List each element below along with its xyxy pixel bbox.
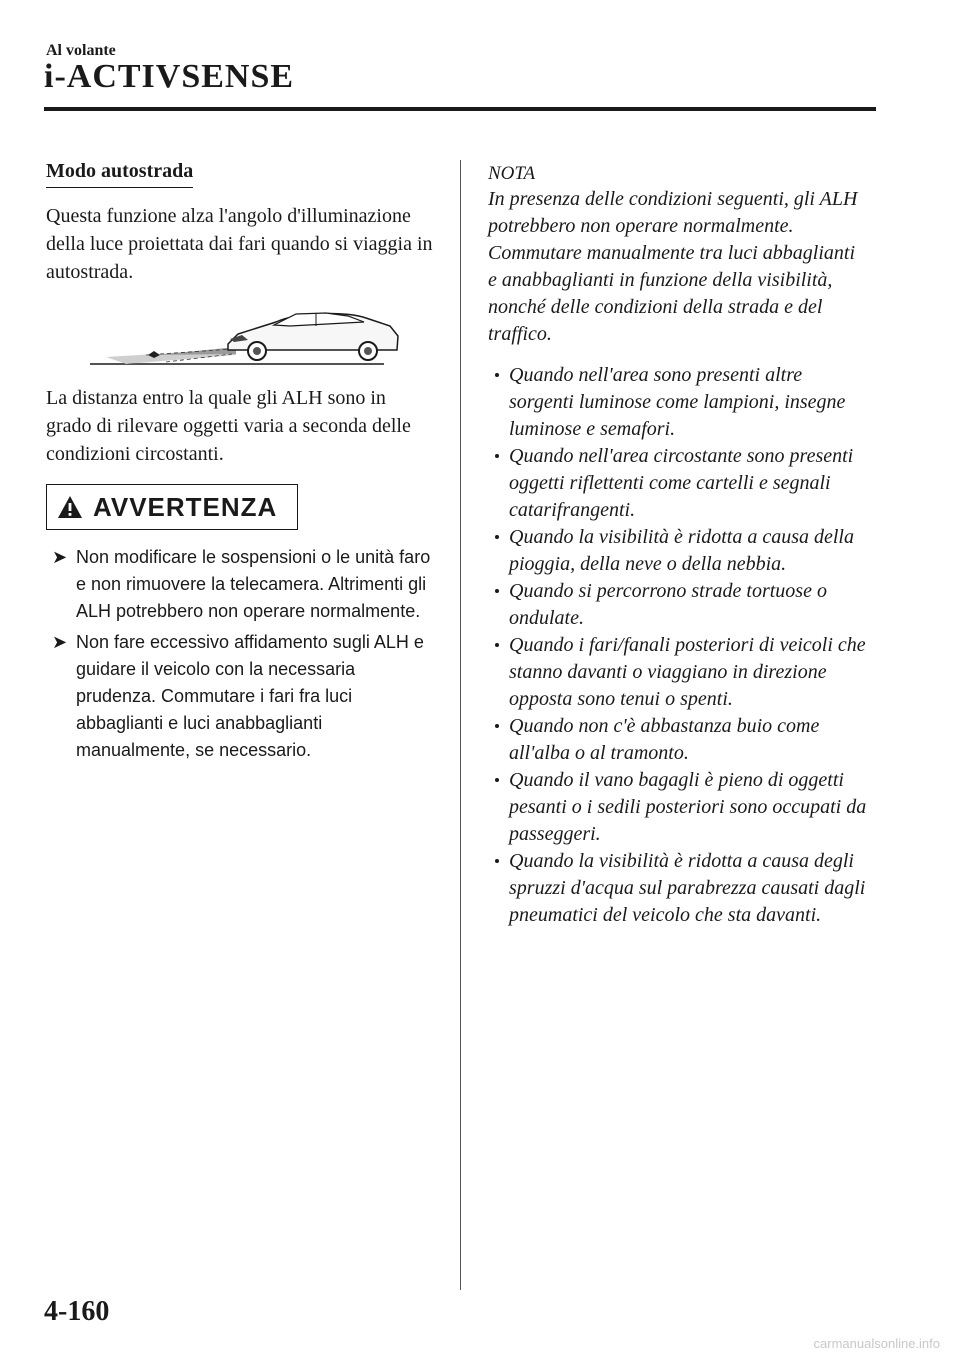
list-item <box>488 713 868 767</box>
nota-title: NOTA <box>488 163 536 184</box>
bullet-dot-icon <box>495 535 499 539</box>
warning-item <box>46 544 436 625</box>
header-rule <box>44 107 876 111</box>
warning-label: AVVERTENZA <box>93 491 278 522</box>
warning-list <box>46 544 436 764</box>
list-item <box>488 767 868 848</box>
right-column <box>488 163 868 929</box>
list-item <box>488 848 868 929</box>
list-item <box>488 632 868 713</box>
list-item <box>488 578 868 632</box>
bullet-dot-icon <box>495 859 499 863</box>
warning-item-text: Non modificare le sospensioni o le unità faro e non rimuovere la telecamera. Altrimenti gli ALH potrebbero non operare normalmente. <box>76 547 431 621</box>
detection-paragraph: La distanza entro la quale gli ALH sono in grado di rilevare oggetti varia a seconda delle condizioni circostanti. <box>46 387 411 465</box>
list-item <box>488 524 868 578</box>
list-item-text: Quando non c'è abbastanza buio come all'alba o al tramonto. <box>509 715 820 764</box>
section-title: i-ACTIVSENSE <box>44 58 295 95</box>
left-column <box>46 160 436 768</box>
page-number: 4-160 <box>44 1296 110 1327</box>
bullet-dot-icon <box>495 643 499 647</box>
list-item-text: Quando la visibilità è ridotta a causa degli spruzzi d'acqua sul parabrezza causati dagli pneumatici del veicolo che sta davanti. <box>509 850 866 926</box>
watermark[interactable]: carmanualsonline.info <box>813 1336 940 1351</box>
list-item <box>488 443 868 524</box>
list-item-text: Quando la visibilità è ridotta a causa della pioggia, della neve o della nebbia. <box>509 526 854 575</box>
list-item-text: Quando nell'area circostante sono presenti oggetti riflettenti come cartelli e segnali catarifrangenti. <box>509 445 854 521</box>
section-kicker: Al volante <box>46 42 116 59</box>
list-item-text: Quando si percorrono strade tortuose o ondulate. <box>509 580 827 629</box>
list-item-text: Quando i fari/fanali posteriori di veicoli che stanno davanti o viaggiano in direzione opposta sono tenui o spenti. <box>509 634 866 710</box>
nota-text: In presenza delle condizioni seguenti, gli ALH potrebbero non operare normalmente. Commutare manualmente tra luci abbaglianti e anabbaglianti in funzione della visibilità, nonché delle condizioni della strada e del traffico. <box>488 188 858 345</box>
arrow-bullet-icon: ➤ <box>52 547 68 567</box>
bullet-dot-icon <box>495 778 499 782</box>
list-item <box>488 362 868 443</box>
bullet-dot-icon <box>495 373 499 377</box>
arrow-bullet-icon: ➤ <box>52 632 68 652</box>
warning-item-text: Non fare eccessivo affidamento sugli ALH e guidare il veicolo con la necessaria prudenza. Commutare i fari fra luci abbaglianti e luci anabbaglianti manualmente, se necessario. <box>76 632 424 760</box>
warning-item <box>46 629 436 764</box>
warning-triangle-icon <box>57 495 83 519</box>
bullet-dot-icon <box>495 589 499 593</box>
subheading: Modo autostrada <box>46 160 193 188</box>
bullet-dot-icon <box>495 724 499 728</box>
list-item-text: Quando il vano bagagli è pieno di oggetti pesanti o i sedili posteriori sono occupati da passeggeri. <box>509 769 867 845</box>
intro-paragraph: Questa funzione alza l'angolo d'illuminazione della luce proiettata dai fari quando si viaggia in autostrada. <box>46 205 433 283</box>
car-headlight-beam-illustration <box>46 302 436 372</box>
bullet-dot-icon <box>495 454 499 458</box>
list-item-text: Quando nell'area sono presenti altre sorgenti luminose come lampioni, insegne luminose e semafori. <box>509 364 846 440</box>
warning-banner <box>46 484 298 530</box>
column-divider <box>460 160 461 1290</box>
